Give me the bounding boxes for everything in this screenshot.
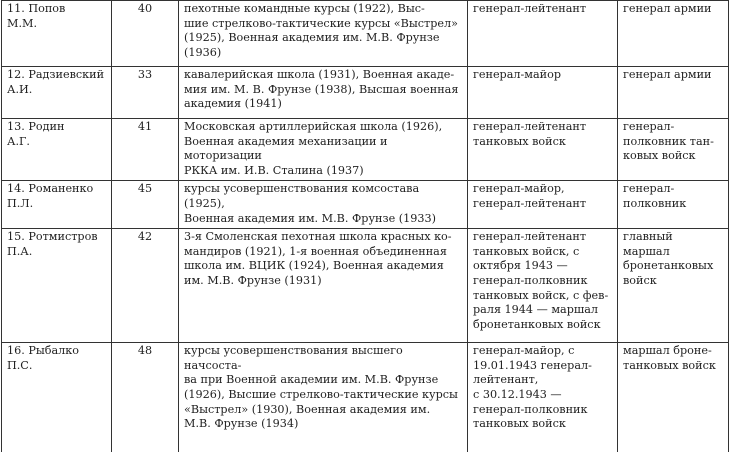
table-row bbox=[2, 119, 729, 181]
commander-rank-later: генерал армии bbox=[618, 1, 729, 67]
commander-rank-later: генерал- полковник тан- ковых войск bbox=[618, 119, 729, 181]
commander-age: 40 bbox=[112, 1, 179, 67]
commander-name: 14. Романенко П.Л. bbox=[2, 181, 112, 229]
commander-education: Московская артиллерийская школа (1926), Военная академия механизации и моторизации РККА им. И.В. Сталина (1937) bbox=[179, 119, 468, 181]
commander-rank-then: генерал-лейтенант bbox=[468, 1, 618, 67]
commander-education: кавалерийская школа (1931), Военная акаде- мия им. М. В. Фрунзе (1938), Высшая военная академия (1941) bbox=[179, 67, 468, 119]
table-row bbox=[2, 181, 729, 229]
commander-rank-then: генерал-майор bbox=[468, 67, 618, 119]
commander-education: 3-я Смоленская пехотная школа красных ко- мандиров (1921), 1-я военная объединенная школа им. ВЦИК (1924), Военная академия им. М.В. Фрунзе (1931) bbox=[179, 229, 468, 343]
table-row bbox=[2, 229, 729, 343]
commanders-table bbox=[1, 0, 729, 452]
commander-rank-later: генерал армии bbox=[618, 67, 729, 119]
commander-name: 12. Радзиевский А.И. bbox=[2, 67, 112, 119]
table-row bbox=[2, 1, 729, 67]
commander-age: 45 bbox=[112, 181, 179, 229]
commander-rank-then: генерал-майор, с 19.01.1943 генерал- лейтенант, с 30.12.1943 — генерал-полковник танковых войск bbox=[468, 343, 618, 452]
commander-education: курсы усовершенствования высшего начсоста- ва при Военной академии им. М.В. Фрунзе (1926), Высшие стрелково-тактические курсы «Выстрел» (1930), Военная академия им. М.В. Фрунзе (1934) bbox=[179, 343, 468, 452]
commander-rank-then: генерал-майор, генерал-лейтенант bbox=[468, 181, 618, 229]
commander-education: пехотные командные курсы (1922), Выс- шие стрелково-тактические курсы «Выстрел» (1925), Военная академия им. М.В. Фрунзе (1936) bbox=[179, 1, 468, 67]
commander-age: 48 bbox=[112, 343, 179, 452]
table-row bbox=[2, 343, 729, 452]
commander-education: курсы усовершенствования комсостава (1925), Военная академия им. М.В. Фрунзе (1933) bbox=[179, 181, 468, 229]
commander-name: 11. Попов М.М. bbox=[2, 1, 112, 67]
commander-rank-then: генерал-лейтенант танковых войск bbox=[468, 119, 618, 181]
commander-rank-later: маршал броне- танковых войск bbox=[618, 343, 729, 452]
commander-name: 13. Родин А.Г. bbox=[2, 119, 112, 181]
commander-rank-then: генерал-лейтенант танковых войск, с октября 1943 — генерал-полковник танковых войск, с фев- раля 1944 — маршал бронетанковых войск bbox=[468, 229, 618, 343]
commander-age: 33 bbox=[112, 67, 179, 119]
commander-name: 15. Ротмистров П.А. bbox=[2, 229, 112, 343]
commander-age: 42 bbox=[112, 229, 179, 343]
commander-rank-later: главный маршал бронетанковых войск bbox=[618, 229, 729, 343]
table-row bbox=[2, 67, 729, 119]
commander-age: 41 bbox=[112, 119, 179, 181]
commander-rank-later: генерал- полковник bbox=[618, 181, 729, 229]
commander-name: 16. Рыбалко П.С. bbox=[2, 343, 112, 452]
